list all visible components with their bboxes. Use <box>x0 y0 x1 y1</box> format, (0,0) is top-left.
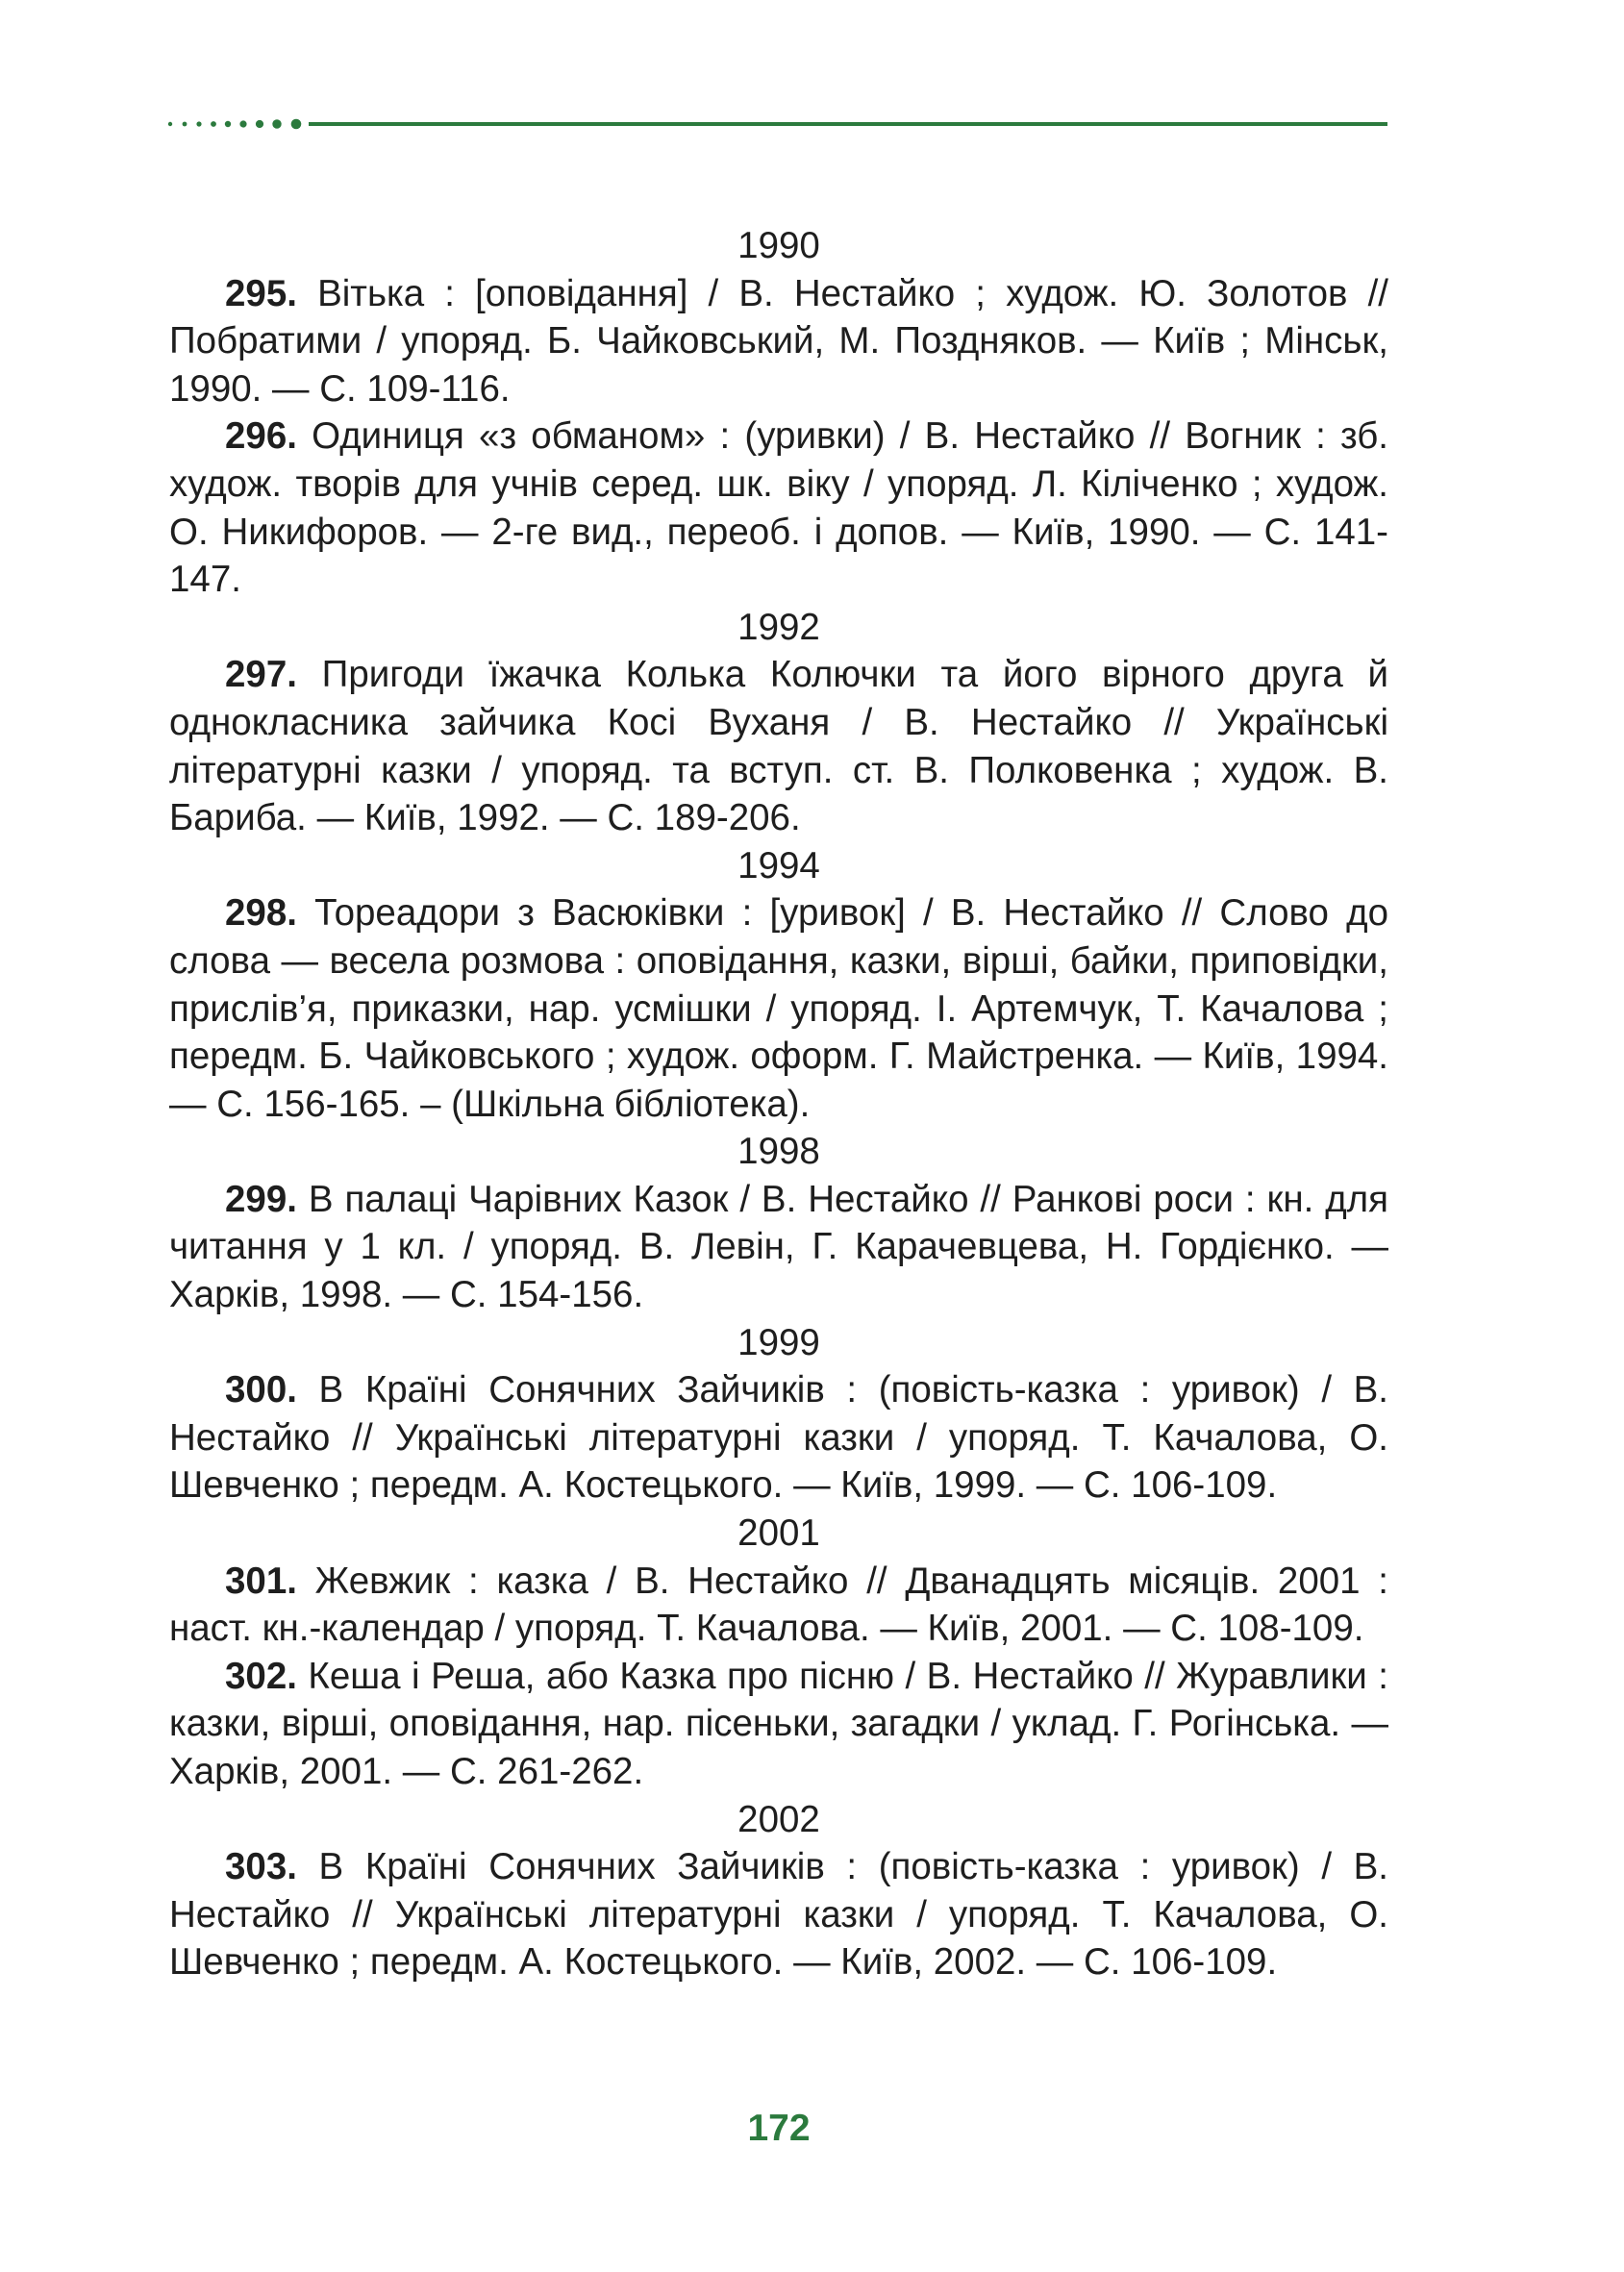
entry-number: 301. <box>225 1560 297 1602</box>
entry-text: Жевжик : казка / В. Нестайко // Дванадцять місяців. 2001 : наст. кн.-календар / упоряд. Т. Качалова. — Київ, 2001. — С. 108-109. <box>169 1560 1388 1650</box>
header-decorative-rule <box>166 114 1387 134</box>
page-number: 172 <box>747 2108 811 2149</box>
year-heading: 1994 <box>737 844 820 886</box>
entry-number: 299. <box>225 1178 297 1220</box>
entry-number: 297. <box>225 654 297 696</box>
entry-text: В Країні Сонячних Зайчиків : (повість-казка : уривок) / В. Нестайко // Українські літературні казки / упоряд. Т. Качалова, О. Шевченко ; передм. А. Костецького. — Київ, 1999. — С. 106-109. <box>169 1369 1388 1507</box>
entry-text: В палаці Чарівних Казок / В. Нестайко // Ранкові роси : кн. для читання у 1 кл. / упоряд. В. Левін, Г. Карачевцева, Н. Гордієнко. — Харків, 1998. — С. 154-156. <box>169 1178 1388 1316</box>
entry-number: 298. <box>225 892 297 935</box>
bibliography-entry <box>169 412 1388 603</box>
entry-text: Пригоди їжачка Колька Колючки та його вірного друга й однокласника зайчика Косі Вуханя / В. Нестайко // Українські літературні казки / упоряд. та вступ. ст. В. Полковенка ; худож. В. Бариба. — Київ, 1992. — С. 189-206. <box>169 654 1388 839</box>
year-heading: 1999 <box>737 1321 820 1363</box>
entry-text: В Країні Сонячних Зайчиків : (повість-казка : уривок) / В. Нестайко // Українські літературні казки / упоряд. Т. Качалова, О. Шевченко ; передм. А. Костецького. — Київ, 2002. — С. 106-109. <box>169 1846 1388 1984</box>
bibliography-entry <box>169 270 1388 413</box>
year-heading: 2001 <box>737 1512 820 1555</box>
entry-text: Тореадори з Васюківки : [уривок] / В. Нестайко // Слово до слова — весела розмова : оповідання, казки, вірші, байки, приповідки, прислів’я, приказки, нар. усмішки / упоряд. І. Артемчук, Т. Качалова ; передм. Б. Чайковського ; худож. оформ. Г. Майстренка. — Київ, 1994. — С. 156-165. – (Шкільна бібліотека). <box>169 892 1388 1125</box>
bibliography-entry <box>169 1558 1388 1653</box>
entry-number: 303. <box>225 1846 297 1888</box>
entry-text: Кеша і Реша, або Казка про пісню / В. Нестайко // Журавлики : казки, вірші, оповідання, нар. пісеньки, загадки / уклад. Г. Рогінська. — Харків, 2001. — С. 261-262. <box>169 1655 1388 1792</box>
year-heading: 1998 <box>737 1131 820 1173</box>
bibliography-entry <box>169 651 1388 841</box>
bibliography-entry <box>169 1843 1388 1986</box>
bibliography-list <box>169 222 1388 1986</box>
bibliography-entry <box>169 889 1388 1128</box>
entry-text: Вітька : [оповідання] / В. Нестайко ; худож. Ю. Золотов // Побратими / упоряд. Б. Чайковський, М. Поздняков. — Київ ; Мінськ, 1990. — С. 109-116. <box>169 272 1388 410</box>
year-heading: 1992 <box>737 606 820 648</box>
bibliography-entry <box>169 1653 1388 1796</box>
entry-number: 296. <box>225 415 297 458</box>
year-heading: 2002 <box>737 1798 820 1840</box>
year-heading: 1990 <box>737 225 820 266</box>
bibliography-entry <box>169 1176 1388 1319</box>
entry-number: 300. <box>225 1369 297 1411</box>
entry-text: Одиниця «з обманом» : (уривки) / В. Нестайко // Вогник : зб. худож. творів для учнів серед. шк. віку / упоряд. Л. Кіліченко ; худож. О. Никифоров. — 2-ге вид., переоб. і допов. — Київ, 1990. — С. 141-147. <box>169 415 1388 601</box>
bibliography-entry <box>169 1366 1388 1510</box>
entry-number: 295. <box>225 272 297 314</box>
entry-number: 302. <box>225 1655 297 1697</box>
